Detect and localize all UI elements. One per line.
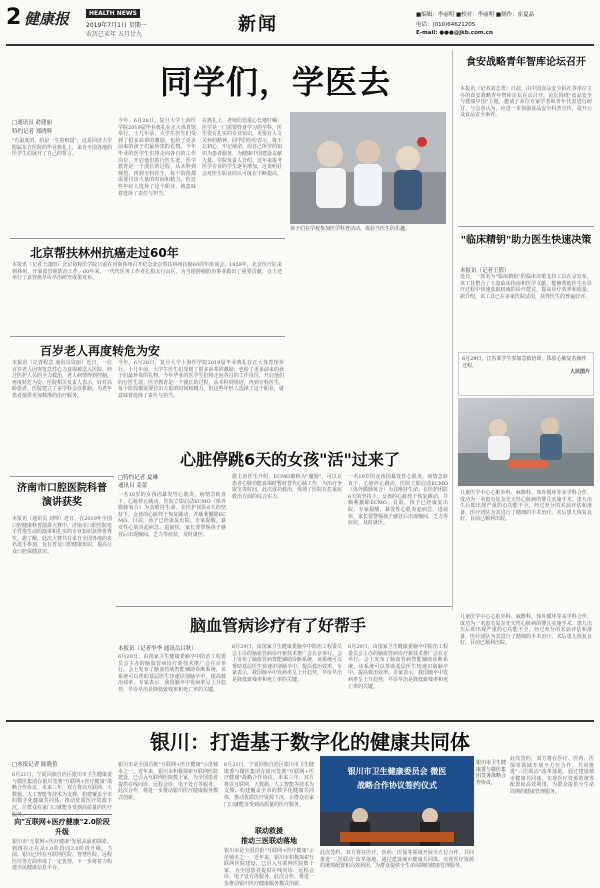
yinchuan-photo-caption: 银川市卫生健康委与微医集团签署战略合作协议。 (476, 760, 507, 786)
english-name: HEALTH NEWS (86, 9, 140, 18)
yinchuan-body-3: 6月21日，宁夏回族自治区银川市卫生健康委与微医集团在银川签署"互联网+医疗健康"战略合作协议。未来三年，双方将以互联网、大数据、人工智能等技术为支撑，构建覆盖全市的数字化健康共同体，推动优质医疗资源下沉，让群众在家门口就能享受到高质量的医疗服务。 (224, 762, 315, 808)
yinchuan-side-title: 向"互联网+医疗健康"2.0阶段升级 (14, 818, 110, 836)
heart-body-3: 一名10岁的女孩因暴发性心肌炎，病情急转直下，心脏停止跳动。医院立即启动ECMO（体外膜肺氧合）为其维持生命。在医护团队6天的坚持下，女孩的心脏终于恢复跳动，并顺利撤除ECMO。目前，孩子已经康复出院。专家提醒，暴发性心肌炎起病急、进展快，家长要警惕孩子感冒后出现胸闷、乏力等症状，及时就医。 (348, 474, 449, 527)
brain-headline: 脑血管病诊疗有了好帮手 (190, 616, 367, 635)
brain-rule (116, 606, 452, 607)
kids-heart-body: 儿童医学中心心脏外科、麻醉科、体外循环等多学科合作，成功为一名患有复杂先天性心脏病的婴儿实施手术。患儿出生后即出现严重的心功能不全，经过充分的术前评估和准备，医疗团队为其进行了精细的手术治疗。术后患儿恢复良好，目前已顺利出院。 (460, 490, 592, 523)
food-safety-title: 食安战略青年智库论坛召开 (466, 57, 586, 68)
yinchuan-photo (320, 756, 474, 846)
brain-body-3: 6月29日，由国家卫生健康委脑卒中防治工程委员会主办的脑血管病诊疗新技术推广会在京举行。会上发布了脑血管病智能辅助诊断系统，该系统可以帮助基层医生快速识别脑卒中，提高救治效率。专家表示，我国脑卒中发病率呈上升趋势，早诊早治是降低致残率和死亡率的关键。 (348, 644, 449, 690)
elderly-title: 百岁老人再度转危为安 (40, 344, 161, 358)
beijing-title: 北京帮扶林州抗癌走过60年 (30, 246, 179, 260)
clinic-body: 近日，一款名为"临床精钥"的临床决策支持工具在京发布。该工具整合了大量临床指南和医学文献，能够帮助医生在诊疗过程中快速获取权威的诊疗建议，提高诊疗效率和质量。据介绍，该工具已在多家医院试用，获得医生的普遍好评。 (460, 274, 592, 300)
masthead-rule (6, 44, 594, 46)
brain-body-4: 儿童医学中心心脏外科、麻醉科、体外循环等多学科合作，成功为一名患有复杂先天性心脏病的婴儿实施手术。患儿出生后即出现严重的心功能不全，经过充分的术前评估和准备，医疗团队为其进行了精细的手术治疗。术后患儿恢复良好，目前已顺利出院。 (460, 614, 592, 647)
jinan-title: 济南市口腔医院科普演讲获奖 (17, 483, 107, 508)
clinic-byline: 本报讯（记者王倩） (460, 268, 510, 274)
main-body: 今年，6月28日，复旦大学上海医学院2019届毕业典礼在正大体育馆举行。十几年前，大学生医生们受到了很多前辈的激励，也给了更多前来的孩子们最珍贵的礼物。今年毕业的医学生们将走向各自的工作岗位，开启他们的行医生涯。医学教育是一个漫长的过程，从本科到规培，再到专科医生，每个阶段都需要付出大量的时间和精力。但这些年轻人选择了这个职业，就意味着选择了责任与担当。 (118, 118, 196, 197)
yinchuan-side-body: 银川市"互联网+医疗健康"发展从最初探索，到现在正在从1.0阶段向2.0阶段升级。当前，银川已经在互联网医院、智慧医院、远程医疗等方面形成了一定优势，下一步将着力构建全民健康信息平台。 (12, 839, 113, 872)
elderly-body: 本报讯（记者程芸 通讯员周丽）近日，一位百岁老人因突发急性心力衰竭被送入医院。经过医护人员的全力救治，老人病情得到控制，再度转危为安。医院相关负责人表示，针对高龄患者，医院建立了多学科会诊机制，为老年患者提供更加精准的治疗服务。 (12, 360, 113, 399)
yinchuan-side-box (12, 814, 112, 882)
children-photo-illustration (290, 112, 446, 224)
heart-reporter: □特约记者 夏琳 通讯员 姜蕾 (118, 475, 158, 489)
lunar-date: 农历己亥年 五月廿九 (86, 31, 142, 38)
yinchuan-body: 6月21日，宁夏回族自治区银川市卫生健康委与微医集团在银川签署"互联网+医疗健康"战略合作协议。未来三年，双方将以互联网、大数据、人工智能等技术为支撑，构建覆盖全市的数字化健康共同体，推动优质医疗资源下沉，让群众在家门口就能享受到高质量的医疗服务。 (12, 772, 113, 818)
banner-line-1: 银川市卫生健康委员会 微医 (347, 767, 447, 776)
main-lead: "有温度的，给是一生的财富"，这是同济大学附属东方医院的毕业典礼上，来自全国各地的医学生们展开了自己的誓言。 (12, 138, 113, 158)
main-reporter: □通讯员 俞建丽 (12, 120, 52, 126)
yinchuan-body-4: 银川市是全国首批"互联网+医疗健康"示范城市之一。近年来，银川市积极探索互联网医院建设，已引入互联网医院数十家，为全国患者提供在线问诊、远程会诊、电子处方等服务。此次合作，将进一步推动银川医疗健康服务模式创新。 (224, 848, 315, 887)
right-column-divider (452, 50, 453, 610)
left-rule-2 (10, 336, 285, 337)
left-rule-1 (10, 238, 285, 239)
brain-byline: 本报讯（记者李季 通讯员吕秋） (118, 646, 197, 652)
brain-body-2: 6月29日，由国家卫生健康委脑卒中防治工程委员会主办的脑血管病诊疗新技术推广会在京举行。会上发布了脑血管病智能辅助诊断系统，该系统可以帮助基层医生快速识别脑卒中，提高救治效率。专家表示，我国脑卒中发病率呈上升趋势，早诊早治是降低致残率和死亡率的关键。 (232, 644, 343, 683)
editors-info: ■编辑：李丽明 ■校对：李丽明 ■制作：崔夏晶 (416, 12, 535, 18)
main-photo-caption: 孩子们在学校参加医学科普活动，体验当医生的乐趣。 (290, 226, 411, 232)
clinic-caption-box (458, 352, 594, 396)
clinic-photographer: 人民图片 (569, 369, 590, 375)
yinchuan-right-body: 此次签约，双方将在医疗、医药、医保等领域开展全方位合作，共同推进"三医联动"改革落地。通过建设城市健康共同体，实现医疗资源的统筹配置和高效利用，为群众提供全生命周期的健康管理服务。 (510, 756, 594, 795)
yinchuan-reporter: □本报记者 陈晓蓓 (12, 762, 58, 768)
issue-date: 2019年7月1日 星期一 (86, 22, 147, 29)
yinchuan-headline: 银川：打造基于数字化的健康共同体 (150, 730, 470, 754)
beijing-body: 本报讯（记者王潇雨）北京协和医学院日前在河南林州召开纪念北京帮扶林州抗癌60周年座谈会。1959年，北京医疗队来到林州，开展食管癌防治工作，60年来，一代代医务工作者扎根太行山区，为当地肿瘤防治事业做出了重要贡献。会上还举行了食管癌早诊早治研究成果发布。 (12, 262, 282, 282)
yinchuan-body-5: 此次签约，双方将在医疗、医药、医保等领域开展全方位合作，共同推进"三医联动"改革落地。通过建设城市健康共同体，实现医疗资源的统筹配置和高效利用，为群众提供全生命周期的健康管理服务。 (320, 850, 474, 870)
food-safety-body: 本报讯（记者刘志勇）日前，由中国食品安全报社等单位主办的食安战略青年智库论坛在京召开。论坛围绕"食品安全与健康中国"主题，邀请了多位专家学者和青年代表进行研讨。与会者认为，应进一步加强食品安全科普宣传，提升公众食品安全素养。 (460, 86, 592, 119)
cpr-training-illustration (458, 398, 594, 486)
phone-info: 电话：(010)64621205 (416, 22, 476, 28)
paper-name: 健康报 (24, 10, 70, 28)
yinchuan-sub-2: 推动三医联动落地 (241, 837, 297, 845)
yinchuan-top-rule (6, 720, 594, 722)
email-info: E-mail: ●●●@jkb.com.cn (416, 30, 493, 36)
center-text: 今年，6月28日，复旦大学上海医学院2019届毕业典礼在正大体育馆举行。十几年前，大学生医生们受到了很多前辈的激励，也给了更多前来的孩子们最珍贵的礼物。今年毕业的医学生们将走向各自的工作岗位，开启他们的行医生涯。医学教育是一个漫长的过程，从本科到规培，再到专科医生，每个阶段都需要付出大量的时间和精力。但这些年轻人选择了这个职业，就意味着选择了责任与担当。 (118, 360, 284, 399)
clinic-photo (458, 398, 594, 486)
masthead (6, 4, 594, 46)
jinan-body: 本报讯（通讯员 刘帅）近日，在2019年全国口腔健康科普演讲大赛中，济南市口腔医院选手凭借生动的演讲和扎实的专业知识获得优秀奖。据了解，此次大赛共有来自全国各地的多名选手参加，旨在普及口腔健康知识，提高公众口腔保健意识。 (12, 516, 113, 555)
main-reporter-2: 特约记者 郑晓辉 (12, 129, 53, 135)
yinchuan-body-2: 银川市是全国首批"互联网+医疗健康"示范城市之一。近年来，银川市积极探索互联网医院建设，已引入互联网医院数十家，为全国患者提供在线问诊、远程会诊、电子处方等服务。此次合作，将进一步推动银川医疗健康服务模式创新。 (118, 762, 219, 801)
banner-line-2: 战略合作协议签约仪式 (357, 781, 437, 790)
heart-body: 一名10岁的女孩因暴发性心肌炎，病情急转直下，心脏停止跳动。医院立即启动ECMO（体外膜肺氧合）为其维持生命。在医护团队6天的坚持下，女孩的心脏终于恢复跳动，并顺利撤除ECMO。目前，孩子已经康复出院。专家提醒，暴发性心肌炎起病急、进展快，家长要警惕孩子感冒后出现胸闷、乏力等症状，及时就医。 (118, 492, 226, 538)
page-number: 2 (6, 5, 22, 30)
clinic-title: "临床精钥"助力医生快速决策 (460, 235, 592, 246)
heart-body-2: 据主治医生介绍，ECMO被称为"魔肺"，可以在患者心肺功能衰竭时暂时替代心肺工作，为治疗争取宝贵时间。此次成功救治，体现了医院在危重症救治方面的综合实力。 (232, 474, 343, 500)
heart-headline: 心脏停跳6天的女孩"活"过来了 (180, 450, 400, 469)
yinchuan-sub-1: 联动救援 (255, 827, 283, 835)
main-headline: 同学们，学医去 (160, 63, 392, 101)
main-body-2: 在典礼上，老师们语重心长地叮嘱：医学是一门需要终身学习的学科，医生要有扎实的专业知识，更要有人文关怀的精神。同学们纷纷表示，将不忘初心，牢记使命，用自己所学的知识为患者服务，为健康中国建设贡献力量。学院负责人介绍，近年来报考医学专业的学生逐年增加，这说明社会对医生职业的认可度在不断提高。 (202, 118, 283, 177)
main-photo (290, 112, 446, 224)
left-rule-3 (10, 476, 114, 477)
food-rule (458, 226, 594, 227)
clinic-photo-caption: 6月29日，江苏某学生参加急救培训，体验心肺复苏操作过程。 (462, 356, 587, 369)
brain-body: 6月29日，由国家卫生健康委脑卒中防治工程委员会主办的脑血管病诊疗新技术推广会在京举行。会上发布了脑血管病智能辅助诊断系统，该系统可以帮助基层医生快速识别脑卒中，提高救治效率。专家表示，我国脑卒中发病率呈上升趋势，早诊早治是降低致残率和死亡率的关键。 (118, 654, 226, 693)
section-title: 新闻 (238, 14, 278, 35)
